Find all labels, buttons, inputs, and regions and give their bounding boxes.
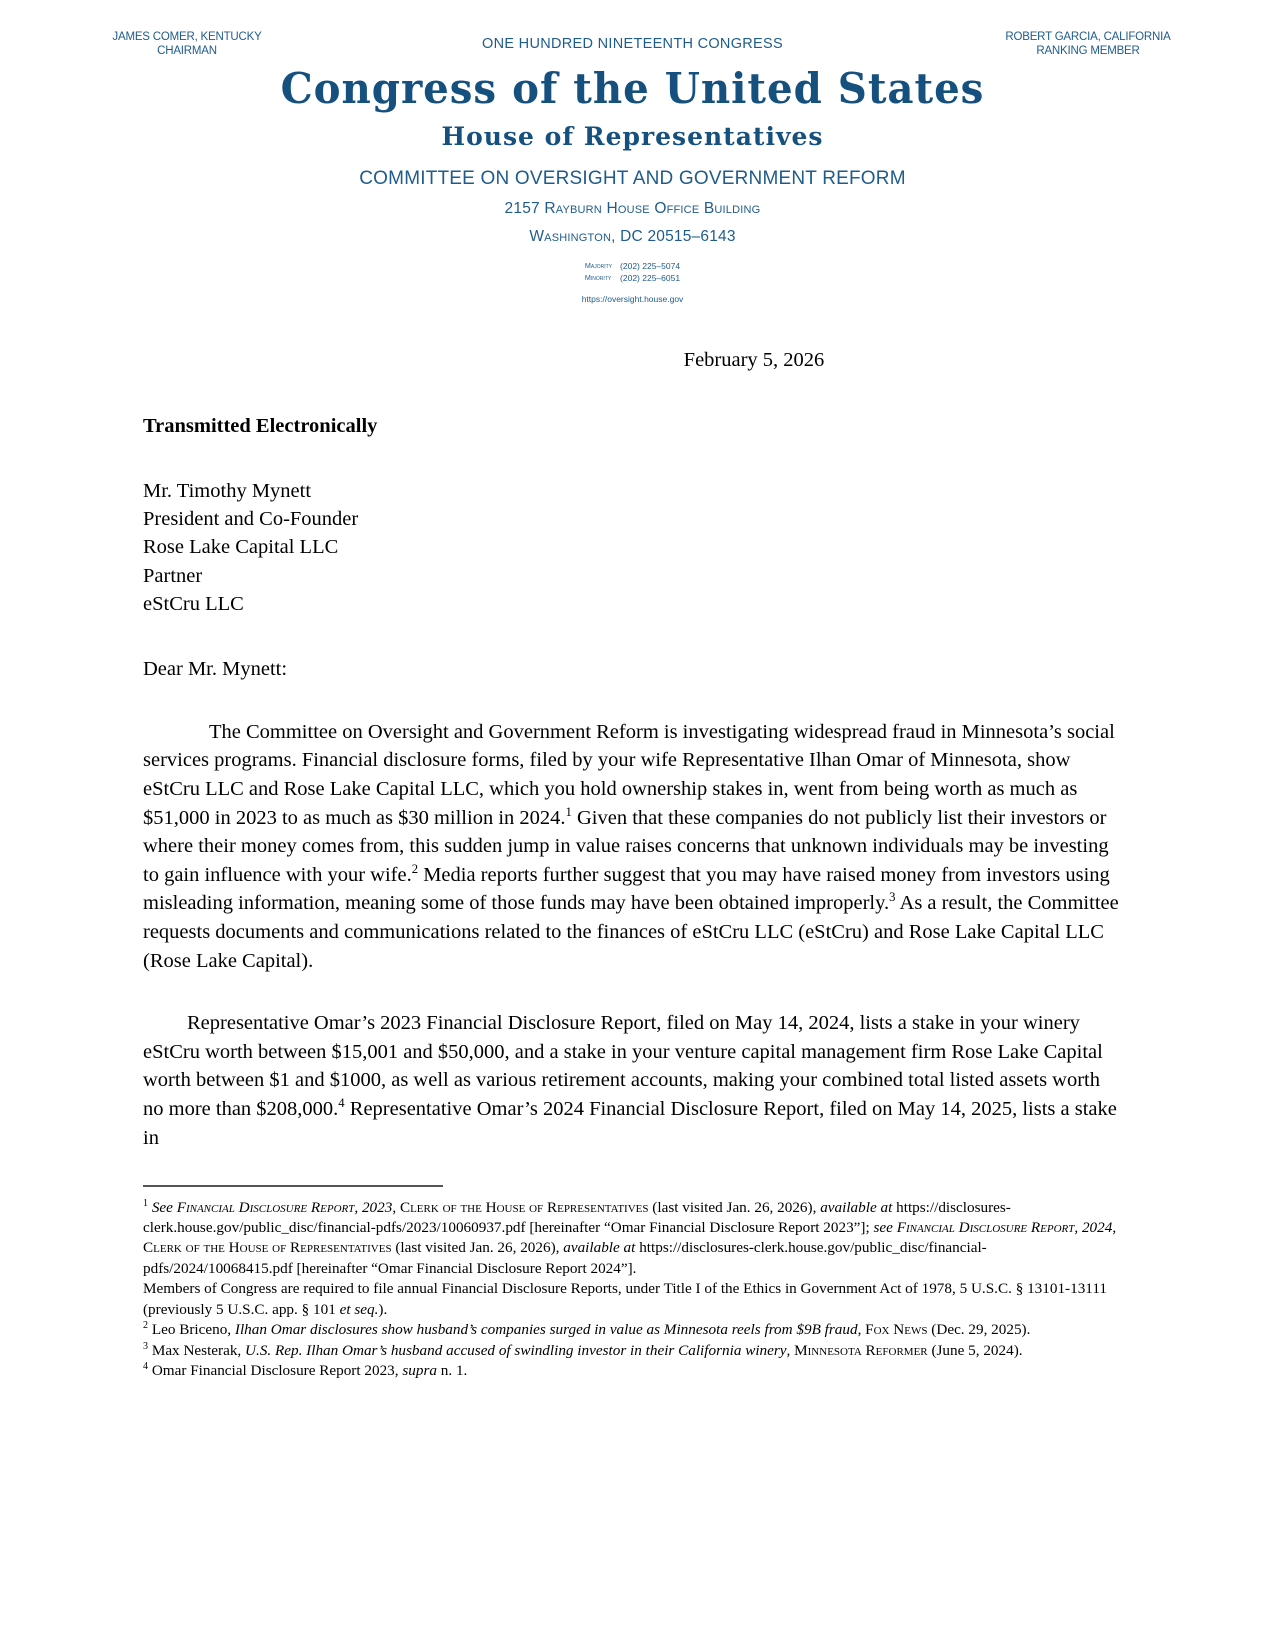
- footnote-text: available at: [820, 1198, 893, 1216]
- recipient-title-2: Partner: [143, 564, 203, 587]
- footnote-text: available at: [563, 1239, 636, 1257]
- footnote-text: Clerk of the House of Representatives: [399, 1198, 649, 1216]
- footnote-text: et seq.: [339, 1300, 379, 1318]
- majority-phone-number: (202) 225–5074: [620, 261, 681, 271]
- footnote-ref-3[interactable]: 3: [889, 890, 896, 905]
- footnote-text: Clerk of the House of Representatives: [143, 1239, 392, 1257]
- paragraph-1-part-c: Media reports further suggest that you may have raised money from investors using misleading information, meaning some of those funds may have been obtained improperly.: [143, 863, 1110, 915]
- footnote-text: Financial Disclosure Report, 2023: [176, 1198, 393, 1216]
- footnote-text: See: [151, 1198, 177, 1216]
- footnote-text: Fox News: [865, 1321, 928, 1339]
- recipient-name: Mr. Timothy Mynett: [143, 479, 312, 502]
- footnote-marker: 3: [143, 1340, 149, 1352]
- footnote-separator-rule: [143, 1185, 443, 1187]
- footnote-3: [143, 1341, 1135, 1361]
- transmitted-notice: Transmitted Electronically: [143, 415, 378, 438]
- footnote-text: Financial Disclosure Report, 2024: [896, 1219, 1113, 1237]
- footnote-marker: 2: [143, 1320, 149, 1332]
- footnote-1: [143, 1198, 1135, 1321]
- footnote-text: Ilhan Omar disclosures show husband’s companies surged in value as Minnesota reels from $9B fraud: [234, 1321, 858, 1339]
- committee-name: COMMITTEE ON OVERSIGHT AND GOVERNMENT REFORM: [359, 168, 906, 189]
- minority-phone-number: (202) 225–6051: [620, 273, 681, 284]
- footnote-text: ).: [378, 1300, 388, 1318]
- paragraph-1-part-b: Given that these companies do not publicly list their investors or where their money comes from, this sudden jump in value raises concerns that unknown individuals may be investing to gain influence with your wife.: [143, 806, 1109, 886]
- letter-body: [0, 346, 1265, 1153]
- congress-number: ONE HUNDRED NINETEENTH CONGRESS: [482, 36, 783, 52]
- letter-date: February 5, 2026: [683, 348, 825, 371]
- congress-title: Congress of the United States: [280, 64, 985, 113]
- majority-phone-label: Majority: [584, 260, 613, 270]
- footnote-text: https://disclosures-clerk.house.gov/public_disc/financial-pdfs/2023/10060937.pdf [hereinafter “Omar Financial Disclosure Report 2023”];: [143, 1198, 1011, 1237]
- recipient-title-1: President and Co-Founder: [143, 508, 359, 531]
- chairman-name: JAMES COMER, KENTUCKY: [112, 31, 262, 43]
- house-title: House of Representatives: [441, 122, 824, 151]
- website-url: https://oversight.house.gov: [581, 293, 684, 304]
- footnote-ref-1[interactable]: 1: [565, 804, 572, 819]
- footnote-text: ,: [392, 1198, 400, 1216]
- footnote-text: U.S. Rep. Ilhan Omar’s husband accused of swindling investor in their California winery: [245, 1341, 787, 1359]
- footnote-text: ,: [1112, 1219, 1117, 1237]
- footnote-text: ,: [786, 1341, 795, 1359]
- footnote-2: [143, 1320, 1135, 1340]
- salutation: Dear Mr. Mynett:: [143, 658, 288, 681]
- footnote-text: Max Nesterak,: [151, 1341, 246, 1359]
- chairman-block: [92, 30, 282, 59]
- footnote-text: supra: [402, 1362, 437, 1380]
- footnote-text: (June 5, 2024).: [927, 1341, 1023, 1359]
- footnote-marker: 1: [143, 1197, 149, 1209]
- footnote-4: [143, 1361, 1135, 1381]
- paragraph-1-part-a: The Committee on Oversight and Government Reform is investigating widespread fraud in Minnesota’s social services programs. Financial disclosure forms, filed by your wife Representative Ilhan Omar of Minnesota, show eStCru LLC and Rose Lake Capital LLC, which you hold ownership stakes in, went from being worth as much as $51,000 in 2023 to as much as $30 million in 2024.: [143, 720, 1115, 829]
- minority-phone-label: Minority: [584, 273, 612, 283]
- recipient-block: [143, 477, 1125, 618]
- footnote-text: Members of Congress are required to file annual Financial Disclosure Reports, under Title I of the Ethics in Government Act of 1978, 5 U.S.C. § 13101-13111 (previously 5 U.S.C. app. § 101: [143, 1280, 1107, 1318]
- footnote-area: [143, 1185, 1135, 1382]
- footnote-text: (last visited Jan. 26, 2026),: [648, 1198, 821, 1216]
- footnote-text: https://disclosures-clerk.house.gov/public_disc/financial-pdfs/2024/10068415.pdf [hereinafter “Omar Financial Disclosure Report 2024”].: [143, 1239, 987, 1277]
- paragraph-2-part-b: Representative Omar’s 2024 Financial Disclosure Report, filed on May 14, 2025, lists a stake in: [143, 1097, 1117, 1149]
- footnote-text: (Dec. 29, 2025).: [927, 1321, 1031, 1339]
- footnote-text: Omar Financial Disclosure Report 2023,: [151, 1362, 403, 1380]
- footnote-ref-4[interactable]: 4: [338, 1096, 345, 1111]
- footnote-list: [143, 1198, 1135, 1382]
- footnote-text: see: [873, 1219, 897, 1237]
- footnote-text: n. 1.: [436, 1362, 468, 1380]
- footnote-text: (last visited Jan. 26, 2026),: [391, 1239, 564, 1257]
- recipient-org-2: eStCru LLC: [143, 592, 244, 615]
- ranking-member-title: RANKING MEMBER: [1036, 45, 1140, 58]
- ranking-member-block: [993, 30, 1183, 59]
- city-zip-address: Washington, DC 20515–6143: [529, 228, 736, 245]
- letterhead: [0, 0, 1265, 304]
- recipient-org-1: Rose Lake Capital LLC: [143, 536, 339, 559]
- footnote-text: Minnesota Reformer: [794, 1341, 928, 1359]
- footnote-text: ,: [857, 1321, 866, 1339]
- footnote-ref-2[interactable]: 2: [411, 861, 419, 876]
- paragraph-1-part-d: As a result, the Committee requests documents and communications related to the finances of eStCru LLC (eStCru) and Rose Lake Capital LLC (Rose Lake Capital).: [143, 892, 1119, 972]
- ranking-member-name: ROBERT GARCIA, CALIFORNIA: [1005, 31, 1171, 43]
- body-paragraph-1: [143, 718, 1125, 975]
- chairman-title: CHAIRMAN: [157, 45, 217, 58]
- building-address: 2157 Rayburn House Office Building: [504, 200, 761, 217]
- paragraph-2-part-a: Representative Omar’s 2023 Financial Disclosure Report, filed on May 14, 2024, lists a stake in your winery eStCru worth between $15,001 and $50,000, and a stake in your venture capital management firm Rose Lake Capital worth between $1 and $1000, as well as various retirement accounts, making your combined total listed assets worth no more than $208,000.: [143, 1012, 1103, 1120]
- footnote-marker: 4: [143, 1361, 149, 1373]
- footnote-text: Leo Briceno,: [151, 1321, 235, 1339]
- phone-block: [0, 260, 1265, 285]
- body-paragraph-2: [143, 1009, 1125, 1152]
